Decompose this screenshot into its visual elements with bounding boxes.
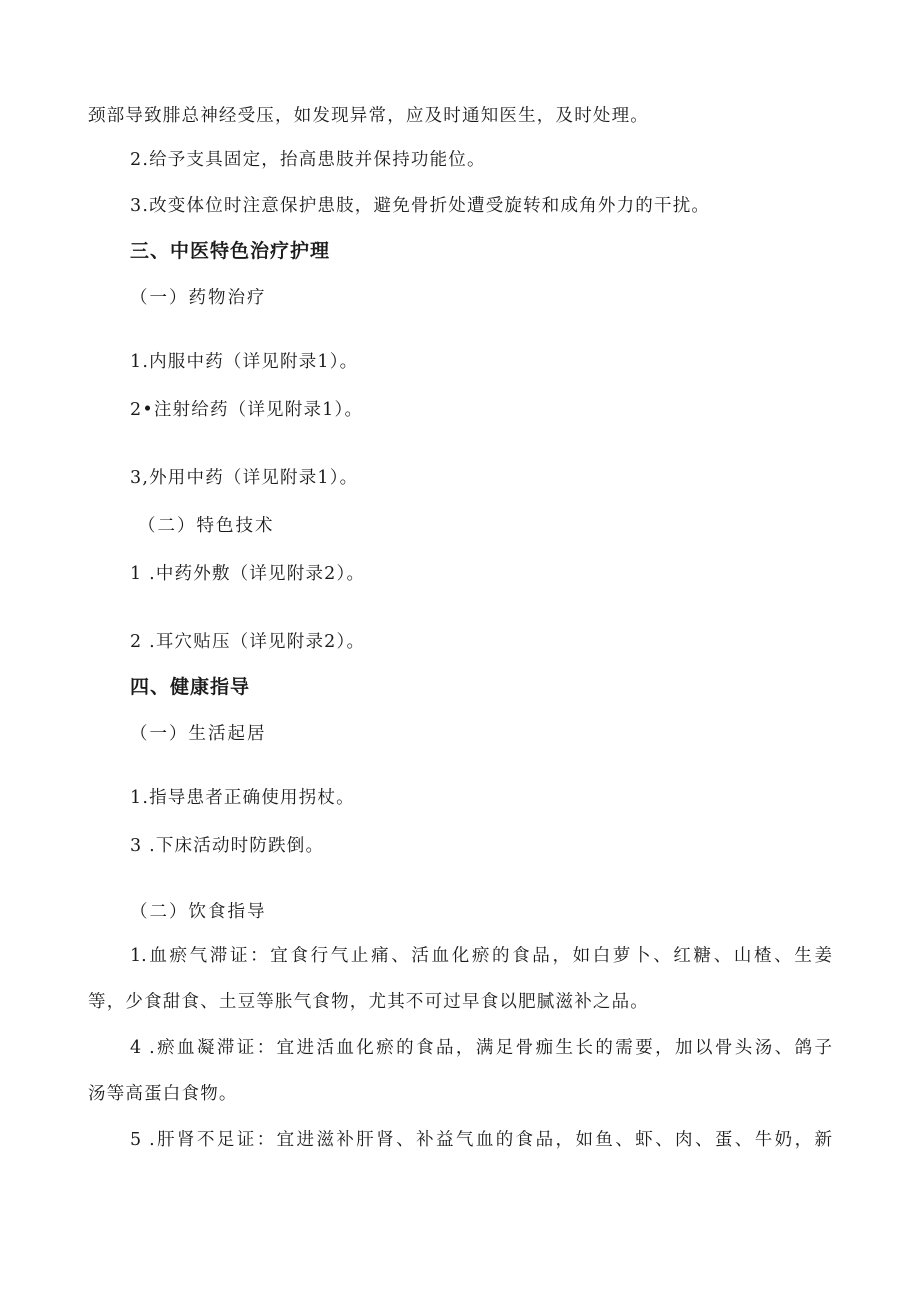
list-item: 3.改变体位时注意保护患肢，避免骨折处遭受旋转和成角外力的干扰。 [130,196,711,216]
paragraph-line: 5 .肝肾不足证：宜进滋补肝肾、补益气血的食品，如鱼、虾、肉、蛋、牛奶，新 [130,1130,832,1150]
subsection-heading: （二）饮食指导 [130,902,267,922]
list-item: 1.指导患者正确使用拐杖。 [130,788,355,808]
section-heading-3: 三、中医特色治疗护理 [130,240,331,262]
paragraph-line: 汤等高蛋白食物。 [88,1084,238,1104]
list-item: 2.给予支具固定，抬高患肢并保持功能位。 [130,150,486,170]
list-item: 2 .耳穴贴压（详见附录2）。 [130,632,366,652]
paragraph-line: 颈部导致腓总神经受压，如发现异常，应及时通知医生，及时处理。 [88,106,649,126]
paragraph-line: 1.血瘀气滞证：宜食行气止痛、活血化瘀的食品，如白萝卜、红糖、山楂、生姜 [130,946,832,966]
subsection-heading: （一）生活起居 [130,724,267,744]
paragraph-line: 等，少食甜食、土豆等胀气食物，尤其不可过早食以肥腻滋补之品。 [88,992,649,1012]
list-item: 1.内服中药（详见附录1）。 [130,352,359,372]
section-heading-4: 四、健康指导 [130,676,251,698]
list-item: 3 .下床活动时防跌倒。 [130,836,325,856]
subsection-heading: （一）药物治疗 [130,288,267,308]
subsection-heading: （二）特色技术 [138,516,275,536]
list-item: 2•注射给药（详见附录1）。 [130,400,364,420]
list-item: 3,外用中药（详见附录1）。 [130,468,359,488]
list-item: 1 .中药外敷（详见附录2）。 [130,564,366,584]
paragraph-line: 4 .瘀血凝滞证：宜进活血化瘀的食品，满足骨痂生长的需要，加以骨头汤、鸽子 [130,1038,832,1058]
